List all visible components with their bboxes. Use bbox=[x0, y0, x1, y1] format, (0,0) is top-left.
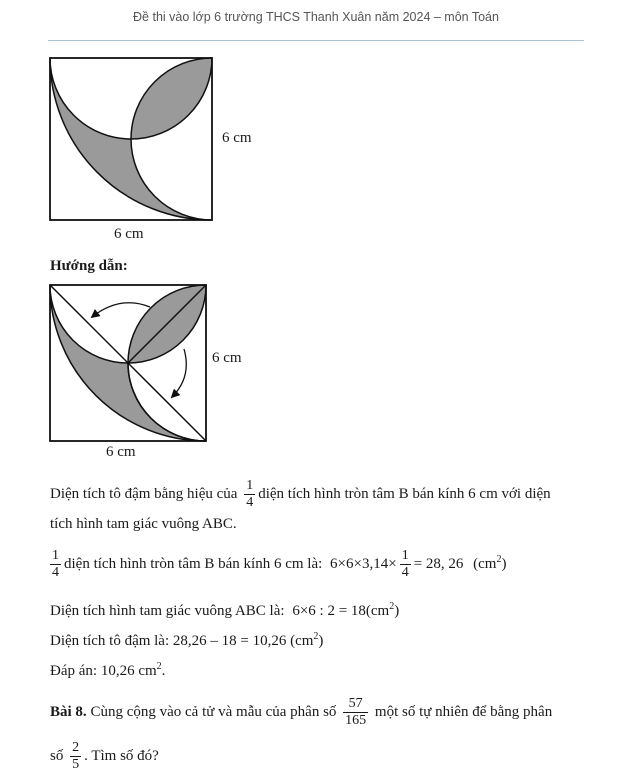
unit-close: ) bbox=[394, 603, 400, 619]
answer-period: . bbox=[161, 663, 166, 679]
fraction-57-165 bbox=[343, 696, 368, 729]
page-header: Đề thi vào lớp 6 trường THCS Thanh Xuân năm 2024 – môn Toán bbox=[133, 10, 499, 24]
problem-8-text-d: . Tìm số đó? bbox=[84, 747, 159, 764]
problem-8-text-b: một số tự nhiên để bằng phân bbox=[374, 703, 553, 720]
explain-line-4 bbox=[50, 597, 399, 621]
fraction-denominator: 4 bbox=[246, 495, 254, 510]
figure-2-bottom-label: 6 cm bbox=[106, 444, 136, 460]
figure-2-arrow-left bbox=[92, 303, 150, 317]
answer-text: Đáp án: 10,26 cm bbox=[50, 663, 157, 679]
fraction-denominator: 5 bbox=[72, 757, 80, 772]
fraction-numerator: 1 bbox=[52, 548, 59, 563]
figure-2-diagram bbox=[47, 282, 209, 444]
problem-8-text-c: số bbox=[50, 747, 64, 764]
unit-superscript: 2 bbox=[389, 601, 395, 612]
fraction-numerator: 2 bbox=[72, 740, 80, 755]
unit-superscript: 2 bbox=[156, 661, 162, 672]
guide-heading: Hướng dẫn: bbox=[50, 258, 128, 274]
fraction-denominator: 4 bbox=[52, 565, 59, 580]
figure-2-side-label: 6 cm bbox=[212, 350, 242, 366]
explain-line-3-expr-a: 6×6×3,14× bbox=[330, 555, 397, 572]
explain-line-1-text-a: Diện tích tô đậm bằng hiệu của bbox=[50, 485, 238, 502]
problem-8-line-1 bbox=[50, 696, 552, 729]
fraction-denominator: 4 bbox=[401, 565, 409, 580]
answer-line bbox=[50, 657, 165, 681]
problem-8-line-2 bbox=[50, 740, 159, 773]
unit-superscript: 2 bbox=[496, 553, 502, 565]
explain-line-3-unit: (cm bbox=[473, 555, 497, 572]
fraction-denominator: 165 bbox=[345, 713, 367, 728]
explain-line-4-expr: 6×6 : 2 = 18 bbox=[292, 603, 366, 619]
unit-superscript: 2 bbox=[313, 631, 319, 642]
problem-8-text-a: Cùng cộng vào cả tử và mẫu của phân số bbox=[90, 703, 337, 720]
fraction-one-quarter bbox=[400, 548, 411, 581]
unit-close: ) bbox=[501, 555, 507, 572]
explain-line-5 bbox=[50, 627, 323, 651]
figure-1-side-label: 6 cm bbox=[222, 130, 252, 146]
explain-line-3 bbox=[50, 548, 506, 581]
explain-line-3-expr-b: = 28, 26 bbox=[413, 555, 464, 572]
explain-line-2: tích hình tam giác vuông ABC. bbox=[50, 516, 237, 532]
problem-8-label: Bài 8. bbox=[50, 703, 87, 720]
figure-1-bottom-label: 6 cm bbox=[114, 226, 144, 242]
explain-line-1-text-b: diện tích hình tròn tâm B bán kính 6 cm với diện bbox=[258, 485, 551, 502]
header-divider bbox=[48, 40, 584, 41]
fraction-one-quarter bbox=[244, 478, 255, 511]
explain-line-5-text: Diện tích tô đậm là: 28,26 – 18 = 10,26 (cm bbox=[50, 633, 314, 649]
fraction-numerator: 57 bbox=[348, 696, 363, 711]
explain-line-4-text: Diện tích hình tam giác vuông ABC là: bbox=[50, 603, 285, 619]
explain-line-3-text: diện tích hình tròn tâm B bán kính 6 cm là: bbox=[64, 555, 323, 572]
figure-1-diagram bbox=[46, 54, 216, 224]
unit-close: ) bbox=[318, 633, 324, 649]
fraction-one-quarter bbox=[50, 548, 61, 581]
fraction-numerator: 1 bbox=[401, 548, 409, 563]
figure-1-shaded-lens bbox=[131, 58, 212, 139]
explain-line-4-unit: (cm bbox=[365, 603, 390, 619]
fraction-2-5 bbox=[70, 740, 81, 773]
explain-line-1 bbox=[50, 478, 551, 511]
fraction-numerator: 1 bbox=[246, 478, 254, 493]
figure-2-arrow-down bbox=[172, 349, 186, 397]
